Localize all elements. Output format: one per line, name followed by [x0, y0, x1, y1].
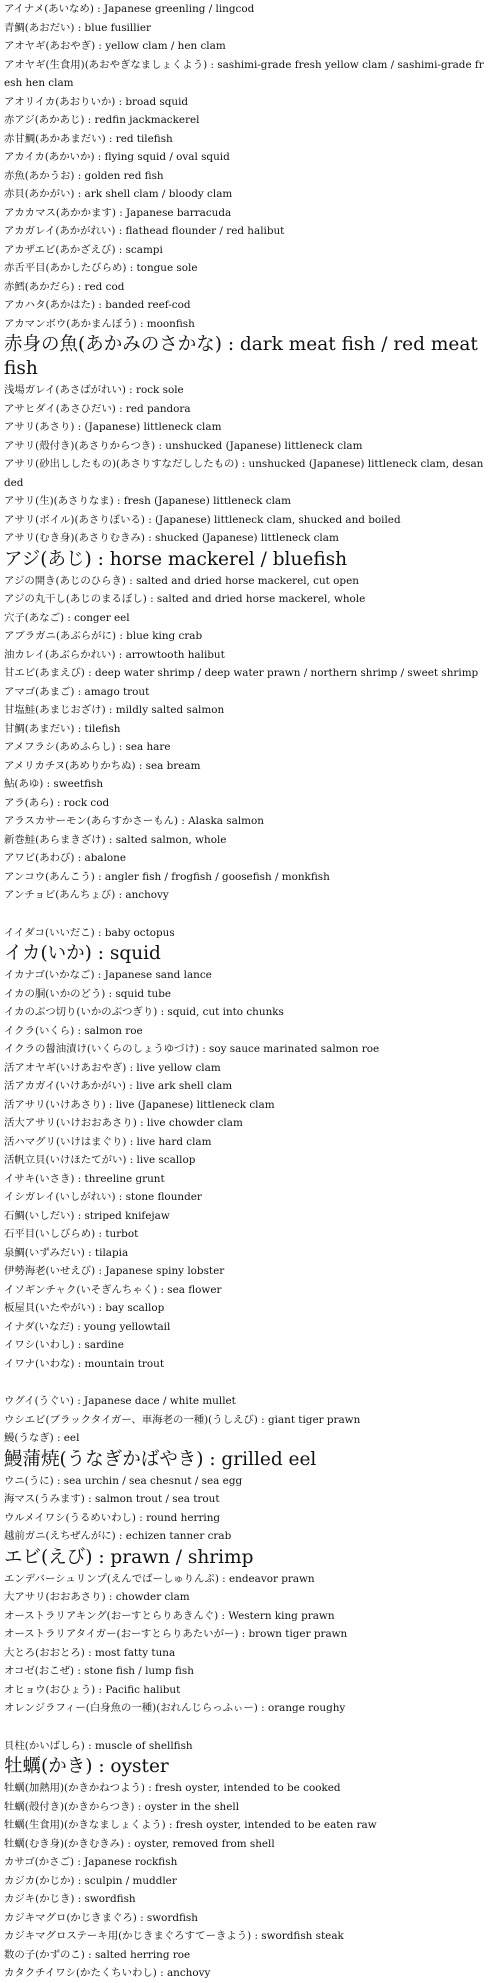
glossary-entry: カジカ(かじか) : sculpin / muddler	[4, 1874, 177, 1887]
glossary-entry: ウシエビ(ブラックタイガー、車海老の一種)(うしえび) : giant tiger prawn	[4, 1413, 361, 1426]
glossary-entry: オレンジラフィー(白身魚の一種)(おれんじらっふぃー) : orange roughy	[4, 1702, 346, 1714]
glossary-entry: アサリ(殻付き)(あさりからつき) : unshucked (Japanese) littleneck clam	[4, 439, 363, 452]
glossary-entry: アンチョビ(あんちょび) : anchovy	[4, 889, 169, 901]
glossary-entry: アンコウ(あんこう) : angler fish / frogfish / goosefish / monkfish	[4, 870, 330, 883]
glossary-entry: カタクチイワシ(かたくちいわし) : anchovy	[4, 1967, 211, 1979]
glossary-entry: アメフラシ(あめふらし) : sea hare	[4, 741, 171, 753]
glossary-entry: 赤舌平目(あかしたびらめ) : tongue sole	[4, 262, 198, 274]
glossary-entry: アメリカチヌ(あめりかちぬ) : sea bream	[4, 759, 201, 772]
glossary-entry: ウニ(うに) : sea urchin / sea chesnut / sea egg	[4, 1474, 243, 1487]
glossary-entry: エンデバーシュリンプ(えんでばーしゅりんぷ) : endeavor prawn	[4, 1572, 315, 1585]
glossary-entry: 赤魚(あかうお) : golden red fish	[4, 169, 164, 182]
glossary-entry: アサリ(生)(あさりなま) : fresh (Japanese) littleneck clam	[4, 495, 291, 507]
glossary-entry: 鰻(うなぎ) : eel	[4, 1432, 80, 1444]
glossary-entry: イカナゴ(いかなご) : Japanese sand lance	[4, 969, 212, 981]
glossary-heading-entry: 牡蠣(かき) : oyster	[4, 1756, 169, 1777]
glossary-entry: イワナ(いわな) : mountain trout	[4, 1357, 165, 1370]
glossary-heading-entry: 鰻蒲焼(うなぎかばやき) : grilled eel	[4, 1448, 317, 1470]
glossary-entry: アオリイカ(あおりいか) : broad squid	[4, 95, 189, 108]
glossary-entry: アサリ(砂出ししたもの)(あさりすなだししたもの) : unshucked (Japanese) littleneck clam, desanded	[4, 458, 484, 489]
glossary-entry: イワシ(いわし) : sardine	[4, 1339, 124, 1351]
glossary-entry: オーストラリアタイガー(おーすとらりあたいがー) : brown tiger prawn	[4, 1628, 348, 1640]
glossary-entry: 大とろ(おおとろ) : most fatty tuna	[4, 1646, 176, 1659]
glossary-heading-entry: アジ(あじ) : horse mackerel / bluefish	[4, 548, 348, 570]
glossary-entry: カジキ(かじき) : swordfish	[4, 1893, 136, 1905]
glossary-section	[4, 1737, 485, 1983]
glossary-entry: イサキ(いさき) : threeline grunt	[4, 1172, 165, 1185]
glossary-entry: 甘塩鮭(あまじおざけ) : mildly salted salmon	[4, 704, 225, 716]
glossary-entry: アラスカサーモン(あらすかさーもん) : Alaska salmon	[4, 815, 264, 827]
glossary-entry: イクラ(いくら) : salmon roe	[4, 1024, 143, 1037]
glossary-entry: ウグイ(うぐい) : Japanese dace / white mullet	[4, 1395, 236, 1407]
glossary-entry: イシガレイ(いしがれい) : stone flounder	[4, 1191, 202, 1203]
glossary-heading-entry: 赤身の魚(あかみのさかな) : dark meat fish / red meat fish	[4, 334, 478, 379]
glossary-entry: 赤アジ(あかあじ) : redfin jackmackerel	[4, 114, 200, 126]
glossary-entry: アジの丸干し(あじのまるぼし) : salted and dried horse mackerel, whole	[4, 593, 366, 605]
glossary-entry: アカザエビ(あかざえび) : scampi	[4, 243, 163, 256]
glossary-entry: カサゴ(かさご) : Japanese rockfish	[4, 1856, 178, 1868]
glossary-entry: 活アオヤギ(いけあおやぎ) : live yellow clam	[4, 1061, 221, 1074]
glossary-section	[4, 924, 485, 1374]
glossary-entry: オーストラリアキング(おーすとらりあきんぐ) : Western king prawn	[4, 1609, 335, 1622]
glossary-entry: 赤鱈(あかだら) : red cod	[4, 280, 125, 293]
glossary-entry: アサリ(あさり) : (Japanese) littleneck clam	[4, 421, 222, 433]
glossary-entry: 油カレイ(あぶらかれい) : arrowtooth halibut	[4, 648, 225, 661]
glossary-entry: 浅場ガレイ(あさばがれい) : rock sole	[4, 384, 184, 396]
glossary-entry: アサヒダイ(あさひだい) : red pandora	[4, 402, 191, 415]
glossary-entry: アカカマス(あかかます) : Japanese barracuda	[4, 206, 232, 219]
glossary-heading-entry: エビ(えび) : prawn / shrimp	[4, 1546, 254, 1568]
glossary-entry: アオヤギ(生食用)(あおやぎなましょくよう) : sashimi-grade fresh yellow clam / sashimi-grade fresh hen clam	[4, 58, 484, 89]
glossary-entry: 穴子(あなご) : conger eel	[4, 611, 130, 624]
glossary-entry: 甘エビ(あまえび) : deep water shrimp / deep water prawn / northern shrimp / sweet shrimp	[4, 667, 479, 679]
glossary-entry: アラ(あら) : rock cod	[4, 796, 110, 809]
glossary-entry: 鮎(あゆ) : sweetfish	[4, 778, 104, 790]
glossary-heading-entry: イカ(いか) : squid	[4, 943, 161, 964]
glossary-entry: 赤貝(あかがい) : ark shell clam / bloody clam	[4, 188, 233, 200]
glossary-entry: イクラの醤油漬け(いくらのしょうゆづけ) : soy sauce marinated salmon roe	[4, 1043, 380, 1055]
glossary-entry: アワビ(あわび) : abalone	[4, 852, 127, 864]
glossary-entry: 活大アサリ(いけおおあさり) : live chowder clam	[4, 1117, 243, 1129]
glossary-entry: 海マス(うみます) : salmon trout / sea trout	[4, 1493, 220, 1505]
glossary-entry: 活帆立貝(いけほたてがい) : live scallop	[4, 1154, 196, 1166]
glossary-entry: カジキマグロ(かじきまぐろ) : swordfish	[4, 1911, 198, 1924]
glossary-entry: アカイカ(あかいか) : flying squid / oval squid	[4, 151, 230, 163]
glossary-entry: アブラガニ(あぶらがに) : blue king crab	[4, 630, 203, 642]
glossary-entry: 泉鯛(いずみだい) : tilapia	[4, 1246, 129, 1259]
glossary-entry: 甘鯛(あまだい) : tilefish	[4, 722, 121, 735]
glossary-entry: 石平目(いしびらめ) : turbot	[4, 1228, 139, 1240]
glossary-entry: アオヤギ(あおやぎ) : yellow clam / hen clam	[4, 40, 226, 52]
glossary-entry: アイナメ(あいなめ) : Japanese greenling / lingcod	[4, 3, 255, 15]
glossary-entry: アサリ(むき身)(あさりむきみ) : shucked (Japanese) littleneck clam	[4, 532, 339, 544]
glossary-entry: イナダ(いなだ) : young yellowtail	[4, 1320, 171, 1333]
glossary-entry: 伊勢海老(いせえび) : Japanese spiny lobster	[4, 1265, 225, 1277]
glossary-entry: 牡蠣(殻付き)(かきからつき) : oyster in the shell	[4, 1800, 240, 1813]
glossary-section	[4, 0, 485, 905]
glossary-entry: 新巻鮭(あらまきざけ) : salted salmon, whole	[4, 833, 227, 846]
glossary-section	[4, 1392, 485, 1718]
glossary-entry: アサリ(ボイル)(あさりぼいる) : (Japanese) littleneck clam, shucked and boiled	[4, 513, 401, 526]
glossary-entry: イカの胴(いかのどう) : squid tube	[4, 987, 172, 1000]
glossary-entry: 活アサリ(いけあさり) : live (Japanese) littleneck clam	[4, 1098, 275, 1111]
glossary-entry: 貝柱(かいばしら) : muscle of shellfish	[4, 1739, 193, 1752]
glossary-entry: アカガレイ(あかがれい) : flathead flounder / red halibut	[4, 225, 285, 237]
glossary-entry: アマゴ(あまご) : amago trout	[4, 685, 150, 698]
glossary-entry: 活アカガイ(いけあかがい) : live ark shell clam	[4, 1080, 233, 1092]
glossary-entry: 赤甘鯛(あかあまだい) : red tilefish	[4, 132, 173, 145]
glossary-entry: イイダコ(いいだこ) : baby octopus	[4, 926, 175, 939]
glossary-entry: 数の子(かずのこ) : salted herring roe	[4, 1948, 191, 1961]
glossary-entry: 牡蠣(加熱用)(かきかねつよう) : fresh oyster, intended to be cooked	[4, 1782, 341, 1794]
glossary-entry: 大アサリ(おおあさり) : chowder clam	[4, 1591, 190, 1603]
glossary-entry: カジキマグロステーキ用(かじきまぐろすてーきよう) : swordfish steak	[4, 1930, 344, 1942]
glossary-entry: イカのぶつ切り(いかのぶつぎり) : squid, cut into chunks	[4, 1006, 284, 1018]
glossary-entry: 牡蠣(生食用)(かきなましょくよう) : fresh oyster, intended to be eaten raw	[4, 1819, 377, 1831]
glossary-entry: 青鯛(あおだい) : blue fusillier	[4, 21, 151, 34]
glossary-entry: 活ハマグリ(いけはまぐり) : live hard clam	[4, 1135, 212, 1148]
glossary-entry: アジの開き(あじのひらき) : salted and dried horse mackerel, cut open	[4, 574, 359, 587]
glossary-entry: 牡蠣(むき身)(かきむきみ) : oyster, removed from shell	[4, 1837, 275, 1850]
glossary-entry: 石鯛(いしだい) : striped knifejaw	[4, 1209, 170, 1222]
glossary-entry: アカハタ(あかはた) : banded reef-cod	[4, 299, 191, 311]
glossary-entry: オヒョウ(おひょう) : Pacific halibut	[4, 1683, 181, 1696]
glossary-entry: ウルメイワシ(うるめいわし) : round herring	[4, 1511, 221, 1524]
glossary-entry: オコゼ(おこぜ) : stone fish / lump fish	[4, 1665, 194, 1677]
glossary-entry: 板屋貝(いたやがい) : bay scallop	[4, 1302, 165, 1314]
glossary-entry: イソギンチャク(いそぎんちゃく) : sea flower	[4, 1283, 222, 1296]
glossary-entry: アカマンボウ(あかまんぼう) : moonfish	[4, 317, 195, 330]
glossary-entry: 越前ガニ(えちぜんがに) : echizen tanner crab	[4, 1530, 232, 1542]
